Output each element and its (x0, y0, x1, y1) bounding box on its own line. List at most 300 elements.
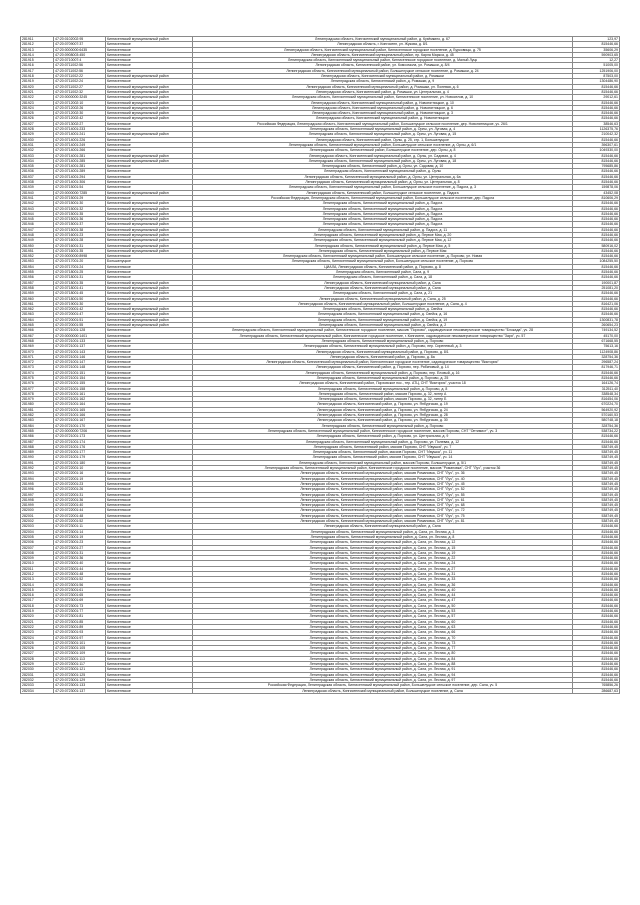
cell-address: Ленинградская область, Кингисеппский район, д. Ромашки, ул. Центральная, д. 4 (193, 89, 573, 94)
cell-municipality: Кингисеппское (106, 481, 193, 486)
cell-record-id: 281956 (21, 275, 54, 280)
cell-cadastral-number: 47:20:0715001:32 (54, 206, 106, 211)
cell-address: Ленинградская область, Кингисеппский муниципальный район, д. Сала, ул. Лесная, д. 24 (193, 561, 573, 566)
cell-address: Ленинградская область, Кингисеппский муниципальный район, д. Сала, ул. Лесная, д. 91 (193, 667, 573, 672)
cell-municipality: Кингисеппское (106, 148, 193, 153)
cell-record-id: 281963 (21, 312, 54, 317)
cell-record-id: 281948 (21, 232, 54, 237)
cell-value: 815446,66 (573, 264, 620, 269)
cell-municipality: Кингисеппское (106, 524, 193, 529)
cell-municipality: Кингисеппское (106, 418, 193, 423)
cell-cadastral-number: 47:20:0714001:281 (54, 164, 106, 169)
cell-record-id: 281958 (21, 285, 54, 290)
cell-municipality: Кингисеппское (106, 349, 193, 354)
cell-address: Ленинградская область, Кингисеппский район, массив Порхово, СНТ "Ивушка", уч. 7 (193, 444, 573, 449)
cell-municipality: Кингисеппское (106, 630, 193, 635)
cell-record-id: 281937 (21, 174, 54, 179)
cell-record-id: 281989 (21, 450, 54, 455)
cell-cadastral-number: 47:20:0714001:306 (54, 180, 106, 185)
cell-municipality: Кингисеппский муниципальный район (106, 323, 193, 328)
cell-cadastral-number: 47:20:0711002:22 (54, 74, 106, 79)
cell-municipality: Кингисеппское (106, 455, 193, 460)
cell-municipality: Кингисеппское (106, 598, 193, 603)
cell-value: 815446,66 (573, 222, 620, 227)
cell-value: 795685,86 (573, 164, 620, 169)
cell-municipality: Кингисеппское (106, 646, 193, 651)
cell-address: Ленинградская область, Кингисеппский район, массив Порхово, СНТ "Ивушка", уч. 14 (193, 455, 573, 460)
cell-value: 251081,20 (573, 285, 620, 290)
cell-address: Ленинградская область, Кингисеппский муниципальный район, д. Сала, ул. Лесная, д. 31 (193, 571, 573, 576)
cell-address: Ленинградская область, Кингисеппский муниципальный район, д. Сала, ул. Лесная, д. 80 (193, 651, 573, 656)
cell-address: Ленинградская область, Кингисеппский муниципальный район, д. Порхово (193, 423, 573, 428)
cell-municipality: Кингисеппское (106, 195, 193, 200)
cell-address: Ленинградская область, Кингисеппский муниципальный район, д. Падога, д. 11 (193, 227, 573, 232)
cell-address: Ленинградская область, Кингисеппский муниципальный район, д. Новопятницкое, д. 10 (193, 100, 573, 105)
cell-record-id: 282008 (21, 550, 54, 555)
cell-municipality: Кингисеппский муниципальный район (106, 89, 193, 94)
cell-cadastral-number: 47:20:0715001:37 (54, 222, 106, 227)
cell-municipality: Кингисеппское (106, 376, 193, 381)
cell-cadastral-number: 47:20:0721001:179 (54, 455, 106, 460)
cell-record-id: 282029 (21, 662, 54, 667)
cell-value: 815446,66 (573, 630, 620, 635)
cell-value: 817946,71 (573, 365, 620, 370)
cell-address: Ленинградская область, Кингисеппский муниципальный район, д. Орлы, ул. Центральная, д. 8 (193, 180, 573, 185)
cell-municipality: Кингисеппское (106, 460, 193, 465)
cell-address: Ленинградская область, Кингисеппский муниципальный район, д. Сала, ул. Лесная, д. 50 (193, 603, 573, 608)
cell-municipality: Кингисеппское (106, 180, 193, 185)
cell-record-id: 281925 (21, 111, 54, 116)
cell-record-id: 281954 (21, 264, 54, 269)
cell-municipality: Кингисеппское (106, 582, 193, 587)
cell-address: Ленинградская область, Кингисеппский муниципальный район, д. Падога (193, 217, 573, 222)
cell-municipality: Кингисеппский муниципальный район (106, 280, 193, 285)
cell-value: 815446,66 (573, 217, 620, 222)
cell-cadastral-number: 47:20:0723001:14 (54, 529, 106, 534)
cell-record-id: 281934 (21, 158, 54, 163)
cell-value: 815446,66 (573, 42, 620, 47)
cell-address: Ленинградская область, Кингисеппский муниципальный район, д. Порхово, пер. Еловый, д. 16 (193, 370, 573, 375)
cell-cadastral-number: 47:20:0719001:30 (54, 301, 106, 306)
cell-record-id: 281951 (21, 248, 54, 253)
cell-cadastral-number: 47:20:0722001:36 (54, 497, 106, 502)
cell-cadastral-number: 47:20:0723001:81 (54, 614, 106, 619)
cell-record-id: 281913 (21, 47, 54, 52)
cell-value: 815446,66 (573, 677, 620, 682)
cell-cadastral-number: 47:20:0102002:95 (54, 37, 106, 42)
cell-cadastral-number: 47:20:0000000:7285 (54, 190, 106, 195)
cell-value: 815446,66 (573, 534, 620, 539)
cell-municipality: Кингисеппский муниципальный район (106, 285, 193, 290)
cell-municipality: Кингисеппское (106, 667, 193, 672)
cell-value: 38546,63 (573, 121, 620, 126)
cell-value: 815446,66 (573, 672, 620, 677)
cell-cadastral-number: 47:20:0722001:16 (54, 471, 106, 476)
cell-record-id: 281953 (21, 259, 54, 264)
cell-record-id: 281932 (21, 148, 54, 153)
cell-value: 1049330,00 (573, 148, 620, 153)
cell-value: 260654,23 (573, 323, 620, 328)
cell-municipality: Кингисеппское (106, 619, 193, 624)
cell-address: Ленинградская область, Кингисеппский район, д. Сала, д. 21 (193, 291, 573, 296)
cell-record-id: 281988 (21, 444, 54, 449)
cell-record-id: 281916 (21, 63, 54, 68)
cell-address: Ленинградская область, Кингисеппский муниципальный район, д. Орлы, ул. Луговая, д. 4 (193, 127, 573, 132)
cell-address: Ленинградская область, Кингисеппский муниципальный район, д. Сала, ул. Лесная, д. 27 (193, 566, 573, 571)
table-body (21, 37, 620, 694)
cell-municipality: Кингисеппское (106, 672, 193, 677)
cell-value: 815446,66 (573, 270, 620, 275)
cell-value: 328754,36 (573, 423, 620, 428)
cell-value: 538749,45 (573, 487, 620, 492)
cell-record-id: 282022 (21, 624, 54, 629)
cell-address: Ленинградская область, Кингисеппский район, д. Порхово, ул. Янбургская, д. 19 (193, 402, 573, 407)
cell-value: 1300831,78 (573, 317, 620, 322)
cell-address: Ленинградская область, Кингисеппский муниципальный район, Большелуцкое сельское поселение, д. Порхово (193, 259, 573, 264)
cell-address: Ленинградская область, Кингисеппский муниципальный район, массив Романовка, СНТ "Луч", уч. 52 (193, 487, 573, 492)
cell-address: Ленинградская область, Кингисеппский муниципальный район, д. Новопятницкое, д. 6 (193, 105, 573, 110)
cell-cadastral-number: 47:20:0716001:35 (54, 248, 106, 253)
cell-address: Ленинградская область, Кингисеппский муниципальный район, д. Орлы, ул. Садовая, д. 4 (193, 153, 573, 158)
cell-cadastral-number: 47:20:0715001:30 (54, 201, 106, 206)
cell-municipality: Кингисеппское (106, 142, 193, 147)
cell-address: Ленинградская область, Кингисеппский муниципальный район, д. Падога (193, 201, 573, 206)
cell-cadastral-number: 47:20:0721001:151 (54, 370, 106, 375)
cell-municipality: Кингисеппское (106, 169, 193, 174)
cell-municipality: Кингисеппское (106, 121, 193, 126)
cell-municipality: Кингисеппский муниципальный район (106, 317, 193, 322)
cell-cadastral-number: 47:20:0715001:35 (54, 211, 106, 216)
cell-cadastral-number: 47:20:0721001:164 (54, 402, 106, 407)
cell-value: 815446,66 (573, 89, 620, 94)
cell-address: Ленинградская область, Кингисеппский муниципальный район, д. Сала, ул. Лесная, д. 66 (193, 630, 573, 635)
cell-record-id: 281938 (21, 180, 54, 185)
cell-cadastral-number: 47:20:0723001:85 (54, 619, 106, 624)
cell-address: Ленинградская область, Кингисеппский муниципальный район, д. Порхово, д. 8 (193, 386, 573, 391)
cell-value: 1084255,50 (573, 259, 620, 264)
cell-record-id: 281969 (21, 344, 54, 349)
cell-address: Ленинградская область, Кингисеппский муниципальный район, Кингисеппское городское поселение, г. Кингисепп, садоводческое некоммерческое товарищество "Заря", уч. 57 (193, 333, 573, 338)
cell-value: 580748,18 (573, 418, 620, 423)
cell-address: Ленинградская область, Кингисеппский муниципальный район, Большелуцкое сельское поселение, д. Орлы, д. 6/1 (193, 142, 573, 147)
cell-cadastral-number: 47:20:0721001:174 (54, 439, 106, 444)
cell-value: 810606,29 (573, 195, 620, 200)
cell-municipality: Кингисеппское (106, 370, 193, 375)
cell-municipality: Кингисеппское (106, 63, 193, 68)
cell-municipality: Кингисеппское (106, 423, 193, 428)
cell-municipality: Кингисеппское (106, 47, 193, 52)
cell-municipality: Кингисеппское (106, 487, 193, 492)
cell-address: Ленинградская область, Кингисеппский муниципальный район, Большелуцкое поселение, д. Сала, д. 4 (193, 301, 573, 306)
cell-address: Ленинградская область, Кингисеппский муниципальный район, массив Порхово, Большелуцкое, д. 5/1 (193, 460, 573, 465)
cell-value: 815446,66 (573, 254, 620, 259)
cell-value: 815446,66 (573, 312, 620, 317)
cell-cadastral-number: 47:20:0715001:36 (54, 217, 106, 222)
table-row (21, 328, 620, 333)
cell-municipality: Кингисеппское (106, 624, 193, 629)
cell-cadastral-number: 47:20:0723001:52 (54, 577, 106, 582)
cell-record-id: 281915 (21, 58, 54, 63)
cell-municipality: Кингисеппское (106, 683, 193, 688)
cell-record-id: 282033 (21, 683, 54, 688)
cell-municipality: Кингисеппский муниципальный район (106, 116, 193, 121)
cell-municipality: Кингисеппское (106, 52, 193, 57)
cell-record-id: 281930 (21, 137, 54, 142)
cell-address: Ленинградская область, Кингисеппский муниципальный район, д. Сала, ул. Лесная, д. 8 (193, 534, 573, 539)
cell-cadastral-number: 47:20:0723001:113 (54, 656, 106, 661)
cell-cadastral-number: 47:20:0717001:20 (54, 259, 106, 264)
cell-cadastral-number: 47:20:0723001:23 (54, 540, 106, 545)
cell-record-id: 281998 (21, 497, 54, 502)
cell-cadastral-number: 47:20:0721001:166 (54, 413, 106, 418)
cell-municipality: Кингисеппское (106, 413, 193, 418)
cell-cadastral-number: 47:20:0712002:26 (54, 105, 106, 110)
cell-value: 815446,66 (573, 603, 620, 608)
cell-municipality: Кингисеппское (106, 508, 193, 513)
cell-record-id: 281985 (21, 428, 54, 433)
cell-value: 815446,66 (573, 137, 620, 142)
cell-address: Ленинградская область, Кингисеппский муниципальный район, д. Сала (193, 524, 573, 529)
cell-value: 815446,66 (573, 582, 620, 587)
cell-address: Ленинградская область, Кингисеппский муниципальный район, д. Порхово, ул. Полевая, д. 12 (193, 439, 573, 444)
cell-address: Ленинградская область, Кингисеппский муниципальный район, д. Свейск, д. 16 (193, 312, 573, 317)
cell-record-id: 281997 (21, 492, 54, 497)
cell-cadastral-number: 47:20:0721001:176 (54, 444, 106, 449)
cell-record-id: 281995 (21, 481, 54, 486)
cell-municipality: Кингисеппское (106, 609, 193, 614)
cell-municipality: Кингисеппский муниципальный район (106, 201, 193, 206)
cell-address: Ленинградская область, Кингисеппский муниципальный район, д. Сала, ул. Лесная, д. 15 (193, 545, 573, 550)
cell-municipality: Кингисеппское (106, 471, 193, 476)
cell-municipality: Кингисеппский муниципальный район (106, 312, 193, 317)
cell-cadastral-number: 47:20:0723001:69 (54, 598, 106, 603)
cell-cadastral-number: 47:20:0723001:105 (54, 646, 106, 651)
cell-value: 815446,66 (573, 296, 620, 301)
cell-municipality: Кингисеппский муниципальный район (106, 74, 193, 79)
cell-cadastral-number: 47:20:0723001:61 (54, 587, 106, 592)
cell-municipality: Кингисеппское (106, 264, 193, 269)
cell-municipality: Кингисеппское (106, 492, 193, 497)
cell-value: 815446,66 (573, 656, 620, 661)
cell-value: 815446,66 (573, 100, 620, 105)
cell-cadastral-number: 47:20:0722001:10 (54, 466, 106, 471)
cell-record-id: 281931 (21, 142, 54, 147)
cell-value: 538749,45 (573, 503, 620, 508)
cell-cadastral-number: 47:20:0711002:24 (54, 79, 106, 84)
cell-value: 210042,32 (573, 132, 620, 137)
table-row (21, 688, 620, 693)
cell-address: Ленинградская область, Кингисеппский муниципальный район, д. Сала, ул. Лесная, д. 84 (193, 656, 573, 661)
cell-record-id: 281952 (21, 254, 54, 259)
cell-address: Ленинградская область, Кингисеппский муниципальный район, д. Сала, ул. Лесная, д. 60 (193, 619, 573, 624)
cell-address: Ленинградская область, Кингисеппский район, массив Порхово, д. 32, литер Б (193, 397, 573, 402)
cell-cadastral-number: 47:20:0718001:25 (54, 270, 106, 275)
cell-municipality: Кингисеппское (106, 529, 193, 534)
cell-address: Ленинградская область, Кингисеппский муниципальный район, д. Сала, ул. Лесная, д. 97 (193, 677, 573, 682)
cell-cadastral-number: 47:20:0000000:3245 (54, 95, 106, 100)
cell-value: 815446,66 (573, 624, 620, 629)
cell-value: 29012,61 (573, 95, 620, 100)
cell-municipality: Кингисеппское (106, 58, 193, 63)
cell-municipality: Кингисеппское (106, 545, 193, 550)
cell-record-id: 281996 (21, 487, 54, 492)
cell-municipality: Кингисеппское (106, 402, 193, 407)
cell-record-id: 282014 (21, 582, 54, 587)
cell-value: 815446,66 (573, 376, 620, 381)
cell-address: Ленинградская область, Кингисеппский муниципальный район, массив Романовка, СНТ "Луч", уч. 81 (193, 519, 573, 524)
cell-municipality: Кингисеппский муниципальный район (106, 95, 193, 100)
cell-value: 159878,06 (573, 185, 620, 190)
cell-municipality: Кингисеппский муниципальный район (106, 105, 193, 110)
cell-record-id: 281959 (21, 291, 54, 296)
cell-municipality: Кингисеппский муниципальный район (106, 100, 193, 105)
cell-municipality: Кингисеппское (106, 397, 193, 402)
cell-value: 815446,66 (573, 201, 620, 206)
cell-record-id: 281966 (21, 328, 54, 333)
cell-value: 538749,45 (573, 519, 620, 524)
cell-cadastral-number: 47:20:0723001:77 (54, 609, 106, 614)
cell-address: Ленинградская область, Кингисеппский муниципальный район, массив Романовка, СНТ "Луч", уч. 45 (193, 481, 573, 486)
cell-cadastral-number: 47:20:0723001:121 (54, 667, 106, 672)
cell-value: 670224,70 (573, 402, 620, 407)
cell-cadastral-number: 47:20:0723001:93 (54, 630, 106, 635)
cell-value: 312511,40 (573, 386, 620, 391)
cell-value: 538749,45 (573, 513, 620, 518)
cell-value: 815446,66 (573, 550, 620, 555)
cell-municipality: Кингисеппское (106, 391, 193, 396)
cell-value: 51005,00 (573, 63, 620, 68)
cell-record-id: 281920 (21, 84, 54, 89)
cell-address: Ленинградская область, Кингисеппский муниципальный район, д. Сала, ул. Лесная, д. 40 (193, 587, 573, 592)
cell-cadastral-number: 47:20:0712002:30 (54, 111, 106, 116)
cell-value: 1124908,86 (573, 349, 620, 354)
cell-cadastral-number: 47:20:0722001:52 (54, 519, 106, 524)
cell-record-id: 281923 (21, 100, 54, 105)
cell-address: Ленинградская область, Кингисеппский муниципальный район, д. Новопятницкое (193, 116, 573, 121)
cell-record-id: 282031 (21, 672, 54, 677)
cell-cadastral-number: 47:20:0715001:38 (54, 227, 106, 232)
cell-value: 815446,66 (573, 662, 620, 667)
cell-record-id: 281961 (21, 301, 54, 306)
cell-address: Ленинградская область, Кингисеппский муниципальный район, д. Порхово, д. 25 (193, 376, 573, 381)
cell-record-id: 282019 (21, 609, 54, 614)
cell-value: 75613,16 (573, 344, 620, 349)
cell-cadastral-number: 47:20:0000000:6435 (54, 47, 106, 52)
cell-municipality: Кингисеппское (106, 534, 193, 539)
cell-record-id: 281949 (21, 238, 54, 243)
cell-record-id: 281980 (21, 402, 54, 407)
cell-address: Ленинградская область, Кингисеппский муниципальный район, д. Сала, ул. Лесная, д. 47 (193, 598, 573, 603)
cell-cadastral-number: 47:20:0716001:28 (54, 238, 106, 243)
cell-municipality: Кингисеппский муниципальный район (106, 227, 193, 232)
cell-value: 43452,08 (573, 190, 620, 195)
cell-record-id: 282023 (21, 630, 54, 635)
cell-value: 815446,66 (573, 275, 620, 280)
cell-record-id: 282007 (21, 545, 54, 550)
cell-cadastral-number: 47:20:0712002:42 (54, 116, 106, 121)
cell-value: 815446,66 (573, 529, 620, 534)
cell-value: 815446,66 (573, 180, 620, 185)
cell-value: 815446,66 (573, 370, 620, 375)
cell-cadastral-number: 47:20:0721001:180 (54, 460, 106, 465)
cell-record-id: 282011 (21, 566, 54, 571)
cell-record-id: 281975 (21, 376, 54, 381)
cell-value: 815446,66 (573, 158, 620, 163)
cell-value: 815446,66 (573, 540, 620, 545)
cell-cadastral-number: 47:20:0721001:128 (54, 328, 106, 333)
cell-municipality: Кингисеппское (106, 333, 193, 338)
cell-municipality: Кингисеппское (106, 338, 193, 343)
cell-record-id: 281919 (21, 79, 54, 84)
cell-cadastral-number: 47:20:0723001:89 (54, 624, 106, 629)
cell-value: 815446,66 (573, 566, 620, 571)
cell-value: 538749,45 (573, 481, 620, 486)
cell-address: Ленинградская область, Кингисеппский муниципальный район, Большелуцкое сельское поселение, д. Порхово, ул. Новая (193, 254, 573, 259)
cell-address: Российская Федерация, Ленинградская область, Кингисеппский муниципальный район, Большелуцкое сельское поселение, дер. Новопятницкое, уч. 26/1 (193, 121, 573, 126)
cell-value: 296587,24 (573, 360, 620, 365)
cell-municipality: Кингисеппское (106, 450, 193, 455)
cell-address: Ленинградская область, Кингисеппский муниципальный район, д. Сала, ул. Лесная, д. 44 (193, 593, 573, 598)
cell-municipality: Кингисеппское (106, 635, 193, 640)
cell-record-id: 282026 (21, 646, 54, 651)
cell-municipality: Кингисеппский муниципальный район (106, 238, 193, 243)
cell-cadastral-number: 47:20:0718001:50 (54, 296, 106, 301)
cell-value: 164126,74 (573, 381, 620, 386)
cell-address: Ленинградская область, Кингисеппский муниципальный район, д. Первое Мая (193, 248, 573, 253)
cell-value: 538749,45 (573, 492, 620, 497)
cell-municipality: Кингисеппское (106, 185, 193, 190)
cell-record-id: 282018 (21, 603, 54, 608)
cell-record-id: 281990 (21, 455, 54, 460)
cell-cadastral-number: 47:20:0720001:51 (54, 317, 106, 322)
cell-record-id: 282016 (21, 593, 54, 598)
cell-municipality: Кингисеппское (106, 344, 193, 349)
cell-value: 815446,66 (573, 635, 620, 640)
cell-record-id: 281924 (21, 105, 54, 110)
cell-cadastral-number: 47:20:0711002:32 (54, 89, 106, 94)
cell-cadastral-number: 47:20:0720001:42 (54, 307, 106, 312)
cell-address: Ленинградская область, Кингисеппский муниципальный район, массив Романовка, СНТ "Луч", уч. 75 (193, 513, 573, 518)
cell-address: Ленинградская область, Кингисеппский муниципальный район, массив Романовка, СНТ "Луч", уч. 68 (193, 503, 573, 508)
cell-record-id: 282027 (21, 651, 54, 656)
cell-address: Ленинградская область, Кингисеппский муниципальный район, д. Сала, ул. Лесная, д. 12 (193, 540, 573, 545)
cell-record-id: 282028 (21, 656, 54, 661)
cell-municipality: Кингисеппское (106, 354, 193, 359)
cell-municipality: Кингисеппский муниципальный район (106, 248, 193, 253)
cell-address: Ленинградская область, Кингисеппский муниципальный район, д. Сала, ул. Лесная, д. 57 (193, 614, 573, 619)
cell-record-id: 281922 (21, 95, 54, 100)
cell-cadastral-number: 47:20:0715001:54 (54, 185, 106, 190)
cell-value: 749134,52 (573, 328, 620, 333)
cell-record-id: 281943 (21, 206, 54, 211)
cell-record-id: 282012 (21, 571, 54, 576)
cell-cadastral-number: 47:20:0723001:129 (54, 677, 106, 682)
cell-value: 815446,66 (573, 105, 620, 110)
cell-address: Ленинградская область, Кингисеппский муниципальный район, д. Орлы, ул. Центральная, д. 6а (193, 174, 573, 179)
cell-cadastral-number: 47:20:0722001:26 (54, 487, 106, 492)
cell-record-id: 281935 (21, 164, 54, 169)
cell-municipality: Кингисеппское (106, 360, 193, 365)
cell-address: Ленинградская область, г. Кингисепп, ул. Жукова, д. 8/1 (193, 42, 573, 47)
cell-value: 1251906,00 (573, 68, 620, 73)
cell-cadastral-number: 47:20:0721001:158 (54, 386, 106, 391)
cell-municipality: Кингисеппский муниципальный район (106, 211, 193, 216)
cell-municipality: Кингисеппское (106, 688, 193, 693)
cell-cadastral-number: 47:20:0714001:285 (54, 158, 106, 163)
cell-value: 765856,26 (573, 683, 620, 688)
cell-address: Ленинградская область, Кингисеппский район, д. Порхово, д. 8а (193, 354, 573, 359)
cell-cadastral-number: 47:20:0714001:281 (54, 153, 106, 158)
